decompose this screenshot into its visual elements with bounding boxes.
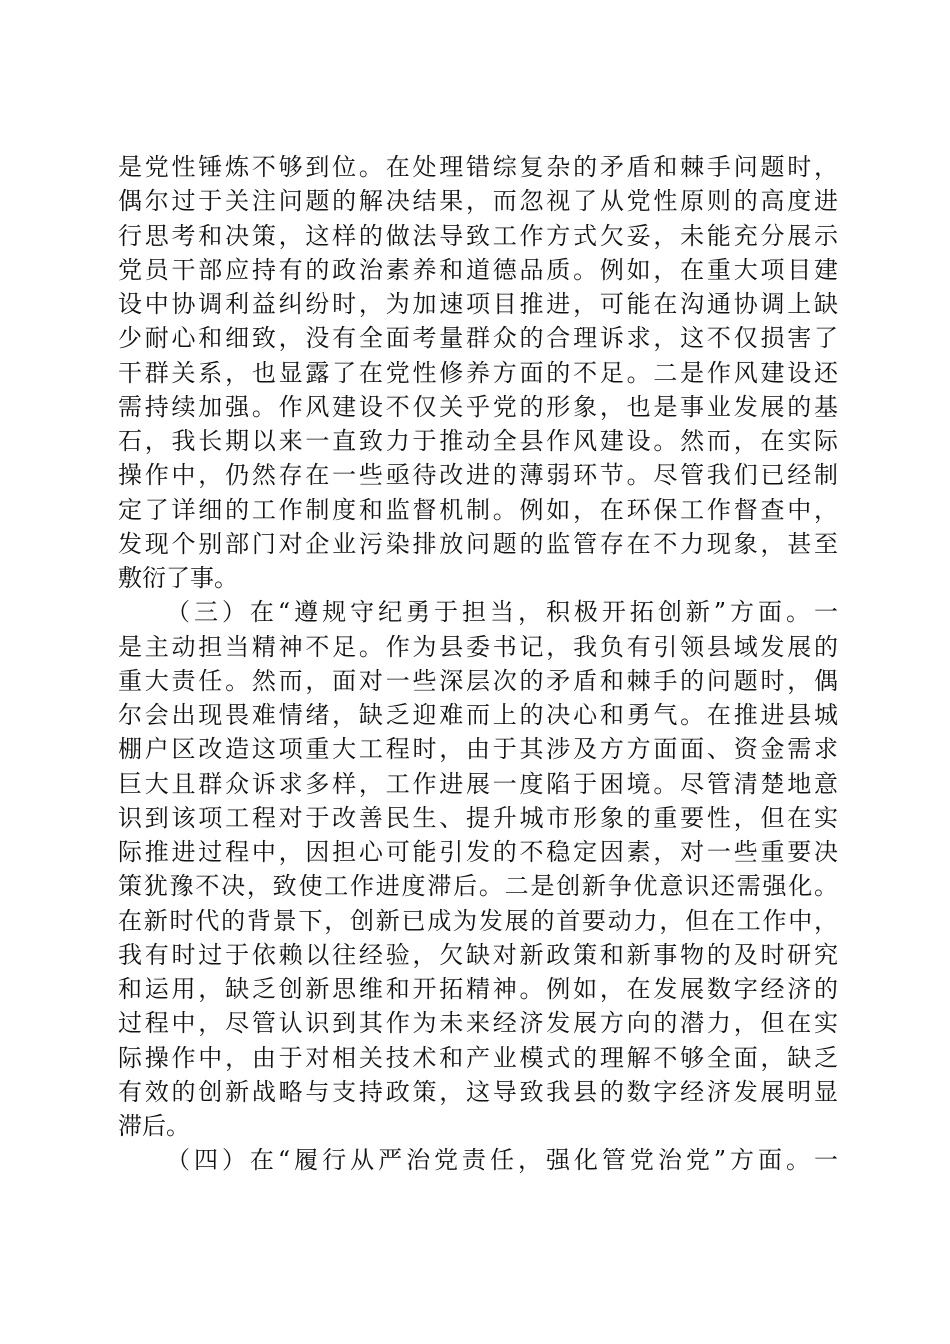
text-line: 在新时代的背景下，创新已成为发展的首要动力，但在工作中， [118,906,838,935]
text-line: 操作中，仍然存在一些亟待改进的薄弱环节。尽管我们已经制 [118,461,838,490]
text-line: 党员干部应持有的政治素养和道德品质。例如，在重大项目建 [118,255,838,284]
text-line: 我有时过于依赖以往经验，欠缺对新政策和新事物的及时研究 [118,940,838,969]
text-line: 尔会出现畏难情绪，缺乏迎难而上的决心和勇气。在推进县城 [118,701,838,729]
text-line-paragraph-end: 敷衍了事。 [118,564,238,592]
text-line: 设中协调利益纠纷时，为加速项目推进，可能在沟通协调上缺 [118,290,838,318]
text-line: 是党性锤炼不够到位。在处理错综复杂的矛盾和棘手问题时， [118,153,838,181]
text-line: 策犹豫不决，致使工作进度滞后。二是创新争优意识还需强化。 [118,872,838,901]
text-line: 干群关系，也显露了在党性修养方面的不足。二是作风建设还 [118,358,838,387]
text-line: 定了详细的工作制度和监督机制。例如，在环保工作督查中， [118,495,838,524]
text-line: 过程中，尽管认识到其作为未来经济发展方向的潜力，但在实 [118,1009,838,1038]
text-line: 际操作中，由于对相关技术和产业模式的理解不够全面，缺乏 [118,1043,838,1072]
text-line: 识到该项工程对于改善民生、提升城市形象的重要性，但在实 [118,803,838,832]
text-line: 和运用，缺乏创新思维和开拓精神。例如，在发展数字经济的 [118,975,838,1003]
text-line: 有效的创新战略与支持政策，这导致我县的数字经济发展明显 [118,1077,838,1106]
section-heading-line-3: （三）在“遵规守纪勇于担当，积极开拓创新”方面。一 [166,598,838,627]
text-line: 发现个别部门对企业污染排放问题的监管存在不力现象，甚至 [118,529,838,558]
text-line: 重大责任。然而，面对一些深层次的矛盾和棘手的问题时，偶 [118,666,838,695]
text-line: 石，我长期以来一直致力于推动全县作风建设。然而，在实际 [118,427,838,455]
text-line-paragraph-end: 滞后。 [118,1112,190,1140]
section-heading-line-4: （四）在“履行从严治党责任，强化管党治党”方面。一 [166,1146,838,1175]
text-line: 行思考和决策，这样的做法导致工作方式欠妥，未能充分展示 [118,221,838,250]
text-line: 需持续加强。作风建设不仅关乎党的形象，也是事业发展的基 [118,392,838,421]
text-line: 巨大且群众诉求多样，工作进展一度陷于困境。尽管清楚地意 [118,769,838,798]
text-line: 际推进过程中，因担心可能引发的不稳定因素，对一些重要决 [118,838,838,866]
text-line: 棚户区改造这项重大工程时，由于其涉及方方面面、资金需求 [118,735,838,764]
text-line: 少耐心和细致，没有全面考量群众的合理诉求，这不仅损害了 [118,324,838,353]
text-line: 偶尔过于关注问题的解决结果，而忽视了从党性原则的高度进 [118,187,838,216]
text-line: 是主动担当精神不足。作为县委书记，我负有引领县域发展的 [118,632,838,661]
document-body [118,150,838,1178]
